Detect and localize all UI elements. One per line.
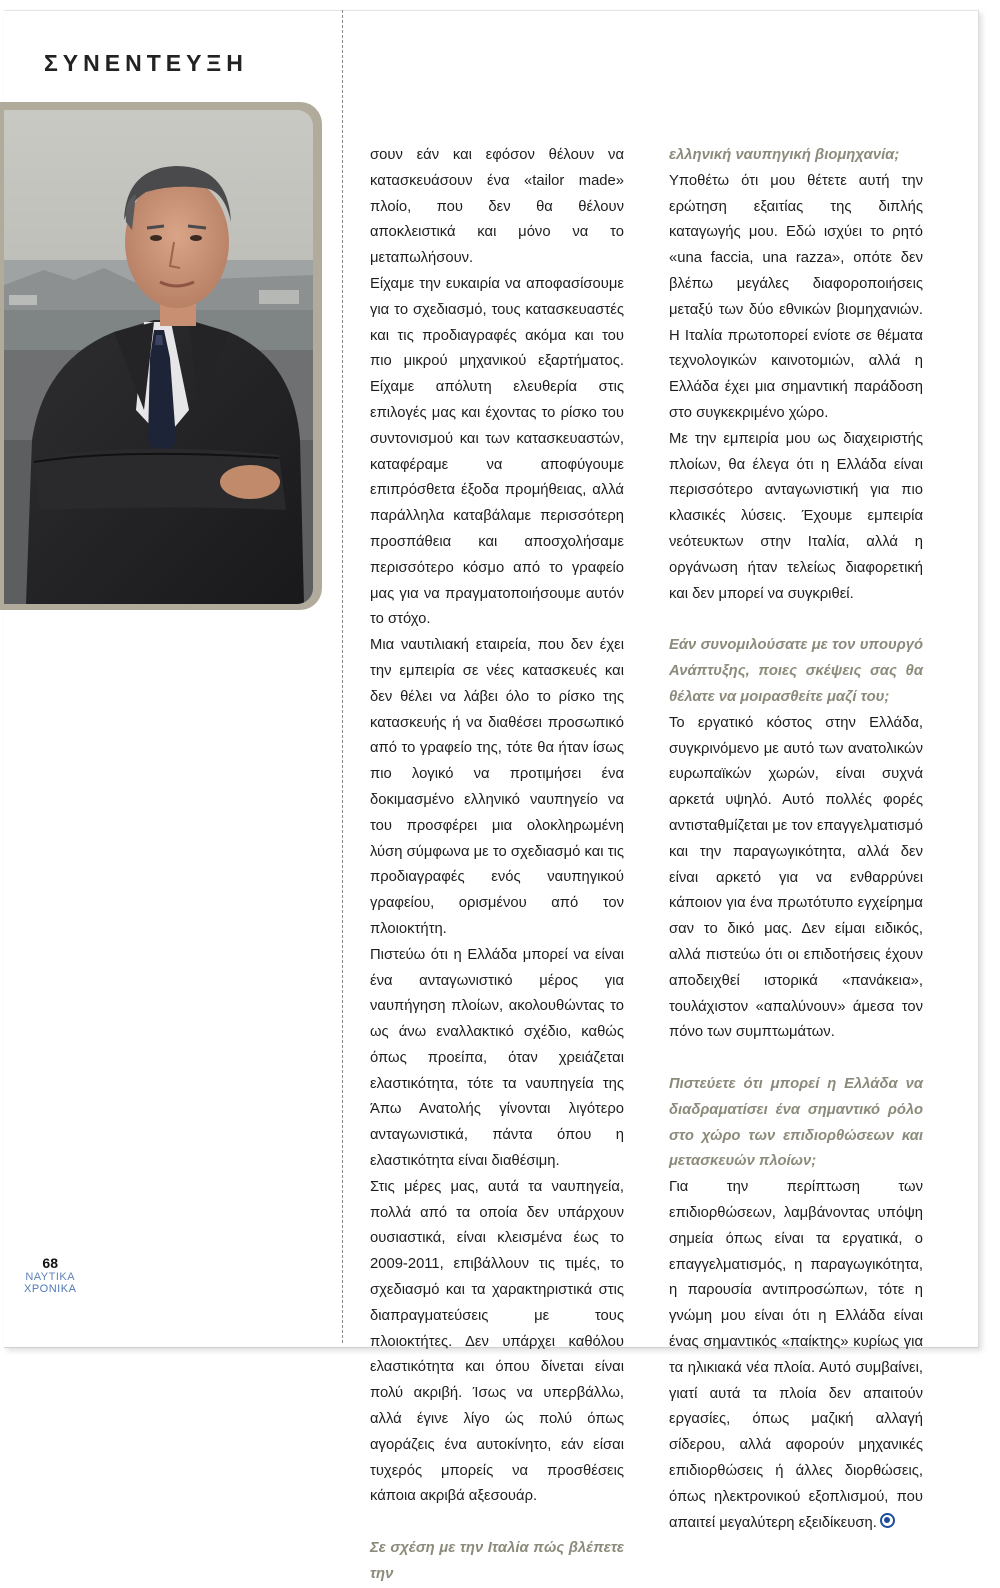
end-of-article-icon — [880, 1513, 895, 1528]
magazine-name-line2: ΧΡΟΝΙΚΑ — [24, 1283, 77, 1295]
interview-question: Εάν συνομιλούσατε με τον υπουργό Ανάπτυξης, ποιες σκέψεις σας θα θέλατε να μοιρασθείτε μαζί του; — [669, 637, 923, 705]
paragraph — [669, 1175, 923, 1536]
paragraph-text: Για την περίπτωση των επιδιορθώσεων, λαμβάνοντας υπόψη σημεία όπως είναι τα εργατικά, ο επαγγελματισμός, η παραγωγικότητα, η παρουσία αντιπροσώπων, τότε η γνώμη μου είναι ότι η Ελλάδα είναι ένας σημαντικός «παίκτης» κυρίως για τα ηλικιακά νέα πλοία. Αυτό συμβαίνει, γιατί αυτά τα πλοία δεν απαιτούν εργασίες, όπως μαζική αλλαγή σίδερου, αλλά αφορούν μηχανικές επιδιορθώσεις ή άλλες διορθώσεις, όπως ηλεκτρονικού εξοπλισμού, που απαιτεί μεγαλύτερη εξειδίκευση. — [669, 1179, 923, 1531]
interviewee-photo — [4, 110, 313, 604]
paragraph: Μια ναυτιλιακή εταιρεία, που δεν έχει την εμπειρία σε νέες κατασκευές και δεν θέλει να λάβει όλο το ρίσκο της κατασκευής ή να διαθέσει προσωπικό από το γραφείο της, τότε θα ήταν ίσως πιο λογικό να προτιμήσει ένα δοκιμασμένο ελληνικό ναυπηγείο να του προσφέρει μια ολοκληρωμένη λύση σύμφωνα με το σχεδιασμό και τις προδιαγραφές ενός ναυπηγικού γραφείου, ορισμένου από τον πλοιοκτήτη. — [370, 637, 624, 937]
paragraph: Στις μέρες μας, αυτά τα ναυπηγεία, πολλά από τα οποία δεν υπάρχουν ουσιαστικά, είναι κλεισμένα έως το 2009-2011, επιβάλλουν τις τιμές, το σχεδιασμό και τα χαρακτηριστικά στις διαπραγματεύσεις με τους πλοιοκτήτες. Δεν υπάρχει καθόλου ελαστικότητα και όπου δίνεται είναι πολύ ακριβή. Ίσως να υπερβάλλω, αλλά έγινε λίγο ώς πολύ όπως αγοράζεις ένα αυτοκίνητο, εάν είσαι τυχερός μπορείς να προσθέσεις κάποια ακριβά αξεσουάρ. — [370, 1178, 624, 1505]
article-column-right — [669, 143, 923, 1536]
page-fold-line — [342, 10, 343, 1343]
interview-question: Σε σχέση με την Ιταλία πώς βλέπετε την — [370, 1540, 624, 1583]
paragraph: Το εργατικό κόστος στην Ελλάδα, συγκρινόμενο με αυτό των ανατολικών ευρωπαϊκών χωρών, είναι συχνά αρκετά υψηλό. Αυτό πολλές φορές αντισταθμίζεται με τον επαγγελματισμό και την παραγωγικότητα, αλλά δεν είναι αρκετό για να ενθαρρύνει κάποιον για ένα πρωτότυπο εγχείρημα σαν το δικό μας. Δεν είμαι ειδικός, αλλά πιστεύω ότι οι επιδοτήσεις έχουν αποδειχθεί ιστορικά «πανάκεια», τουλάχιστον «απαλύνουν» άμεσα τον πόνο των συμπτωμάτων. — [669, 714, 923, 1041]
spacer — [669, 607, 923, 633]
paragraph: σουν εάν και εφόσον θέλουν να κατασκευάσουν ένα «tailor made» πλοίο, που δεν θα θέλουν αποκλειστικά και μόνο να το μεταπωλήσουν. — [370, 147, 624, 267]
page-footer — [24, 1255, 76, 1295]
paragraph: Υποθέτω ότι μου θέτετε αυτή την ερώτηση εξαιτίας της διπλής καταγωγής μου. Εδώ ισχύει το ρητό «una faccia, una razza», οπότε δεν βλέπω μεγάλες διαφοροποιήσεις μεταξύ των δύο εθνικών βιομηχανιών. Η Ιταλία πρωτοπορεί ενίοτε σε θέματα τεχνολογικών καινοτομιών, αλλά η Ελλάδα έχει μια σημαντική παράδοση στο συγκεκριμένο χώρο. — [669, 172, 923, 421]
section-title: ΣΥΝΕΝΤΕΥΞΗ — [44, 50, 248, 76]
paragraph: Είχαμε την ευκαιρία να αποφασίσουμε για το σχεδιασμό, τους κατασκευαστές και τις προδιαγραφές ακόμα και του πιο μικρού μηχανικού εξαρτήματος. Είχαμε απόλυτη ελευθερία στις επιλογές μας και έχοντας το ρίσκο του συντονισμού και των κατασκευαστών, καταφέραμε να αποφύγουμε επιπρόσθετα έξοδα προμήθειας, αλλά παράλληλα καταβάλαμε περισσότερη προσπάθεια και αποσχολήσαμε περισσότερο κόσμο από το γραφείο μας για να πραγματοποιήσουμε αυτόν το στόχο. — [370, 275, 624, 628]
article-column-middle — [370, 143, 624, 1588]
portrait-illustration — [4, 110, 313, 604]
magazine-name-line1: ΝΑΥΤΙΚΑ — [25, 1271, 76, 1283]
interview-question: Πιστεύετε ότι μπορεί η Ελλάδα να διαδραματίσει ένα σημαντικό ρόλο στο χώρο των επιδιορθώσεων και μετασκευών πλοίων; — [669, 1076, 923, 1170]
paragraph: Με την εμπειρία μου ως διαχειριστής πλοίων, θα έλεγα ότι η Ελλάδα είναι περισσότερο ανταγωνιστική για πιο κλασικές λύσεις. Έχουμε εμπειρία νεότευκτων στην Ιταλία, αλλά η οργάνωση ήταν τελείως διαφορετική και δεν μπορεί να συγκριθεί. — [669, 430, 923, 602]
paragraph: Πιστεύω ότι η Ελλάδα μπορεί να είναι ένα ανταγωνιστικό μέρος για ναυπήγηση πλοίων, ακολουθώντας το ως άνω εναλλακτικό σχέδιο, καθώς όπως προείπα, όταν χρειάζεται ελαστικότητα, τότε τα ναυπηγεία της Άπω Ανατολής γίνονται λιγότερο ανταγωνιστικά, πάντα όπου η ελαστικότητα είναι διαθέσιμη. — [370, 946, 624, 1170]
interview-question: ελληνική ναυπηγική βιομηχανία; — [669, 147, 900, 163]
page-number: 68 — [42, 1255, 58, 1271]
spacer — [370, 1510, 624, 1536]
spacer — [669, 1046, 923, 1072]
